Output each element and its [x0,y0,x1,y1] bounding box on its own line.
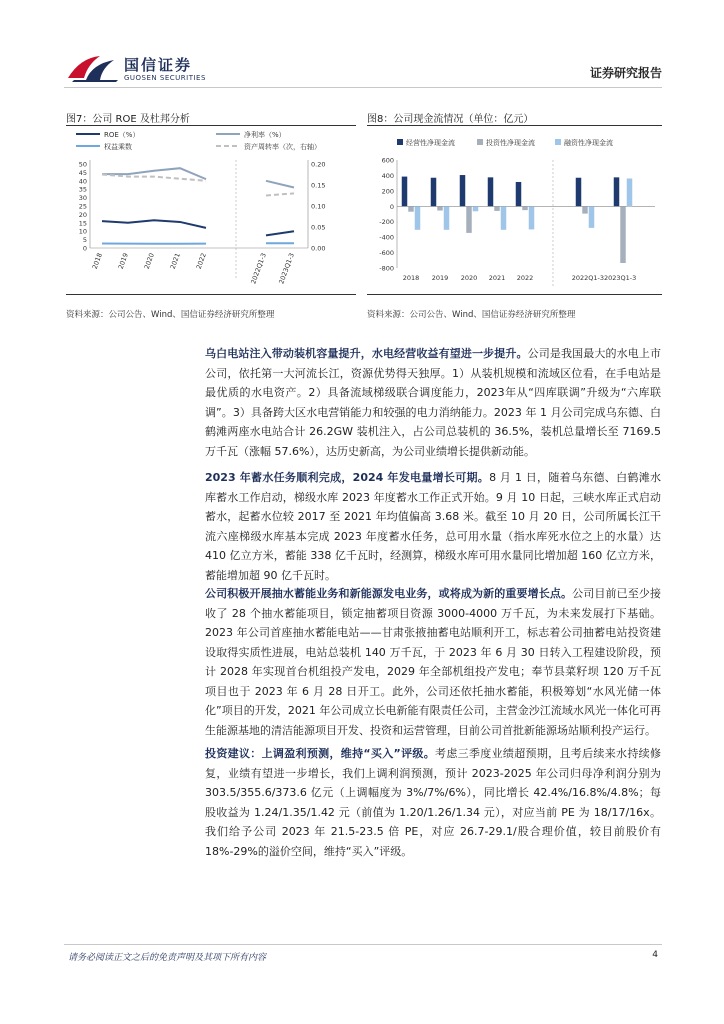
x-tick-label: 2022Q1-3 [249,251,268,286]
bar-经营性净现金流 [488,177,494,206]
paragraph-unit-injection [205,344,661,461]
fig7-source: 资料来源：公司公告、Wind、国信证券经济研究所整理 [66,310,275,320]
y-tick-label: -200 [379,218,394,227]
bar-投资性净现金流 [408,206,414,211]
bar-融资性净现金流 [627,179,633,207]
x-tick-label: 2021 [168,251,182,271]
bar-经营性净现金流 [402,177,408,207]
left-tick-label: 45 [78,168,87,177]
left-tick-label: 30 [78,194,87,203]
bar-投资性净现金流 [437,206,443,210]
fig7-chart-frame [66,125,356,295]
fig7-title: 图7：公司 ROE 及杜邦分析 [66,114,190,125]
left-tick-label: 40 [78,177,87,186]
x-tick-label: 2019 [116,251,130,271]
paragraph-body: 公司是我国最大的水电上市公司，依托第一大河流长江，资源优势得天独厚。1）从装机规模和流域区位看，在手电站是最优质的水电资产。2）具备流域梯级联合调度能力，2023年从“四库联调”升级为“六库联调”。3）具备跨大区水电营销能力和较强的电力消纳能力。2023 年 1 月公司完成乌东德、白鹤滩两座水电站合计 26.2GW 装机注入，占公司总装机的 36.5%，装机总量增长至 7169.5 万千瓦（涨幅 57.6%），达历史新高，为公司业绩增长提供新动能。 [205,347,661,458]
legend-swatch [397,139,403,145]
company-name-cn: 国信证券 [124,56,193,74]
guosen-logo-icon [66,52,120,84]
fig8-chart-frame [367,125,662,295]
right-tick-label: 0.05 [311,223,326,232]
left-tick-label: 5 [82,236,87,245]
right-tick-label: 0.00 [311,244,326,253]
series-line-annual [102,175,206,181]
bar-经营性净现金流 [576,178,582,207]
paragraph-body: 8 月 1 日，随着乌东德、白鹤滩水库蓄水工作启动，梯级水库 2023 年度蓄水工作正式开始。9 月 10 日起，三峡水库正式启动蓄水，起蓄水位较 2017 至 2021 年均值偏高 3.68 米。截至 10 月 20 日，公司所属长江干流六座梯级水库基本完成 2023 年度蓄水任务，总可用水量（指水库死水位之上的水量）达 410 亿立方米，蓄能 338 亿千瓦时，经测算，梯级水库可用水量同比增加超 160 亿立方米，蓄能增加超 90 亿千瓦时。 [205,471,661,582]
series-line-quarterly [266,231,294,235]
footer-disclaimer: 请务必阅读正文之后的免责声明及其项下所有内容 [68,953,267,963]
x-tick-label: 2021 [488,274,506,282]
bar-投资性净现金流 [466,206,472,233]
legend-swatch [555,139,561,145]
bar-融资性净现金流 [473,206,479,211]
footer-divider [64,944,662,945]
report-type-label: 证券研究报告 [589,66,662,80]
legend-swatch [477,139,483,145]
legend-label: ROE（%） [104,131,140,139]
legend-label: 投资性净现金流 [486,139,535,147]
left-tick-label: 0 [82,244,87,253]
x-tick-label: 2018 [90,251,104,271]
bar-融资性净现金流 [529,206,535,229]
x-tick-label: 2022Q1-32023Q1-3 [571,274,637,282]
legend-label: 权益乘数 [104,143,132,151]
right-tick-label: 0.10 [311,202,326,211]
legend-label: 融资性净现金流 [564,139,613,147]
bar-融资性净现金流 [415,206,421,230]
left-tick-label: 20 [78,210,87,219]
fig8-title: 图8：公司现金流情况（单位：亿元） [367,114,534,125]
bar-融资性净现金流 [501,206,507,230]
bar-经营性净现金流 [614,177,620,206]
y-tick-label: 600 [381,156,394,165]
series-line-quarterly [266,181,294,188]
legend-label: 经营性净现金流 [406,139,455,147]
x-tick-label: 2022 [194,251,208,271]
paragraph-pumped-storage [205,584,661,740]
header-divider [64,87,662,88]
paragraph-body: 公司目前已至少接收了 28 个抽水蓄能项目，锁定抽蓄项目资源 3000-4000 万千瓦，为未来发展打下基础。2023 年公司首座抽水蓄能电站——甘肃张掖抽蓄电站顺利开工，标志着公司抽蓄电站投资建设取得实质性进展，电站总装机 140 万千瓦，于 2023 年 6 月 30 日转入工程建设阶段，预计 2028 年实现首台机组投产发电，2029 年全部机组投产发电；奉节县菜籽坝 120 万千瓦项目也于 2023 年 6 月 28 日开工。此外，公司还依托抽水蓄能，积极筹划“水风光储一体化”项目的开发，2021 年公司成立长电新能有限责任公司，主营金沙江流域水风光一体化可再生能源基地的清洁能源项目开发、投资和运营管理，目前公司首批新能源场站顺利投产运行。 [205,587,661,737]
paragraph-investment-advice [205,744,661,861]
bar-投资性净现金流 [494,206,500,211]
x-tick-label: 2018 [402,274,420,282]
x-tick-label: 2020 [142,251,156,271]
left-tick-label: 50 [78,160,87,169]
right-tick-label: 0.15 [311,181,326,190]
y-tick-label: -800 [379,264,394,273]
paragraph-lead: 公司积极开展抽水蓄能业务和新能源发电业务，或将成为新的重要增长点。 [205,587,573,600]
bar-投资性净现金流 [620,206,626,263]
x-tick-label: 2022 [516,274,534,282]
fig8-source: 资料来源：公司公告、Wind、国信证券经济研究所整理 [367,310,576,320]
fig8-chart [367,126,662,294]
right-tick-label: 0.20 [311,160,326,169]
series-line-annual [102,220,206,228]
y-tick-label: -400 [379,233,394,242]
paragraph-lead: 2023 年蓄水任务顺利完成，2024 年发电量增长可期。 [205,471,490,484]
series-line-quarterly [266,193,294,195]
left-tick-label: 25 [78,202,87,211]
fig7-chart [66,126,356,294]
bar-经营性净现金流 [516,182,522,206]
page-header [0,0,724,92]
y-tick-label: -600 [379,249,394,258]
bar-投资性净现金流 [582,206,588,213]
bar-投资性净现金流 [522,206,528,210]
legend-label: 净利率（%） [244,131,286,139]
y-tick-label: 400 [381,171,394,180]
left-tick-label: 10 [78,227,87,236]
paragraph-water-storage [205,468,661,585]
paragraph-body: 考虑三季度业绩超预期，且考后续来水持续修复，业绩有望进一步增长，我们上调利润预测，预计 2023-2025 年公司归母净利润分别为 303.5/355.6/373.6 亿元（上调幅度为 3%/7%/6%），同比增长 42.4%/16.8%/4.8%；每股收益为 1.24/1.35/1.42 元（前值为 1.20/1.26/1.34 元），对应当前 PE 为 18/17/16x。我们给予公司 2023 年 21.5-23.5 倍 PE，对应 26.7-29.1/股合理价值，较目前股价有 18%-29%的溢价空间，维持“买入”评级。 [205,747,661,858]
bar-经营性净现金流 [431,178,437,207]
x-tick-label: 2023Q1-3 [277,251,296,286]
page-number: 4 [652,950,658,960]
left-tick-label: 15 [78,219,87,228]
left-tick-label: 35 [78,185,87,194]
y-tick-label: 200 [381,187,394,196]
x-tick-label: 2019 [431,274,449,282]
bar-融资性净现金流 [444,206,450,230]
bar-融资性净现金流 [589,206,595,228]
x-tick-label: 2020 [460,274,478,282]
company-name-en: GUOSEN SECURITIES [124,74,206,82]
bar-经营性净现金流 [460,175,466,206]
paragraph-lead: 乌白电站注入带动装机容量提升，水电经营收益有望进一步提升。 [205,347,528,360]
y-tick-label: 0 [389,202,394,211]
paragraph-lead: 投资建议：上调盈利预测，维持“买入”评级。 [205,747,436,760]
legend-label: 资产周转率（次，右轴） [244,143,321,151]
